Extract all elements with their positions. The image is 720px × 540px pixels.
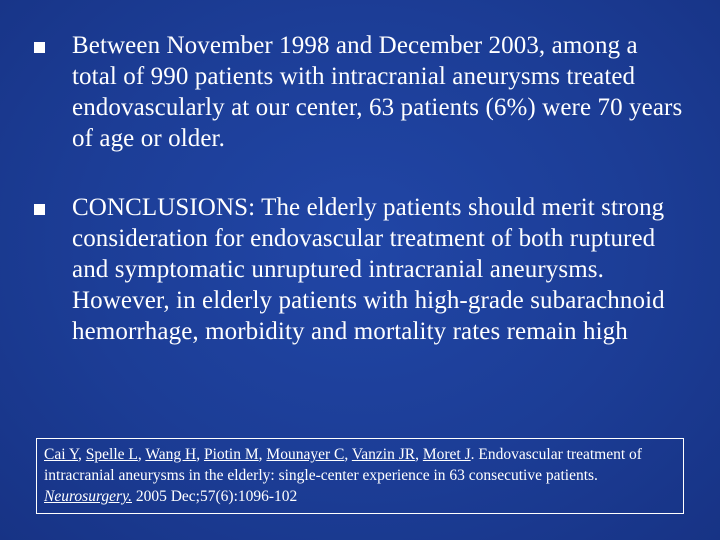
author-link[interactable]: Mounayer C <box>266 446 345 463</box>
journal-link[interactable]: Neurosurgery. <box>44 488 132 505</box>
author-link[interactable]: Wang H <box>145 446 197 463</box>
author-link[interactable]: Cai Y <box>44 446 79 463</box>
citation-title: . Endovascular treatment of intracranial aneurysms in the elderly: single-center experience in 63 consecutive patients. <box>44 446 642 484</box>
author-link[interactable]: Spelle L <box>85 446 138 463</box>
author-link[interactable]: Piotin M <box>203 446 259 463</box>
citation-box <box>36 438 684 514</box>
author-separator: , <box>258 446 267 463</box>
bullet-text-2: CONCLUSIONS: The elderly patients should merit strong consideration for endovascular treatment of both ruptured and symptomatic unruptured intracranial aneurysms. However, in elderly patients with high-grade subarachnoid hemorrhage, morbidity and mortality rates remain high <box>72 194 665 345</box>
citation-details: 2005 Dec;57(6):1096-102 <box>131 488 298 505</box>
author-separator: , <box>196 446 204 463</box>
square-bullet-icon <box>34 204 45 215</box>
bullet-item-1 <box>34 30 684 154</box>
author-separator: , <box>78 446 86 463</box>
author-separator: , <box>344 446 352 463</box>
bullet-item-2 <box>34 192 684 347</box>
author-link[interactable]: Vanzin JR <box>351 446 416 463</box>
author-link[interactable]: Moret J <box>422 446 471 463</box>
author-separator: , <box>415 446 423 463</box>
square-bullet-icon <box>34 42 45 53</box>
bullet-text-1: Between November 1998 and December 2003, among a total of 990 patients with intracranial aneurysms treated endovascularly at our center, 63 patients (6%) were 70 years of age or older. <box>72 32 683 152</box>
author-separator: , <box>137 446 146 463</box>
